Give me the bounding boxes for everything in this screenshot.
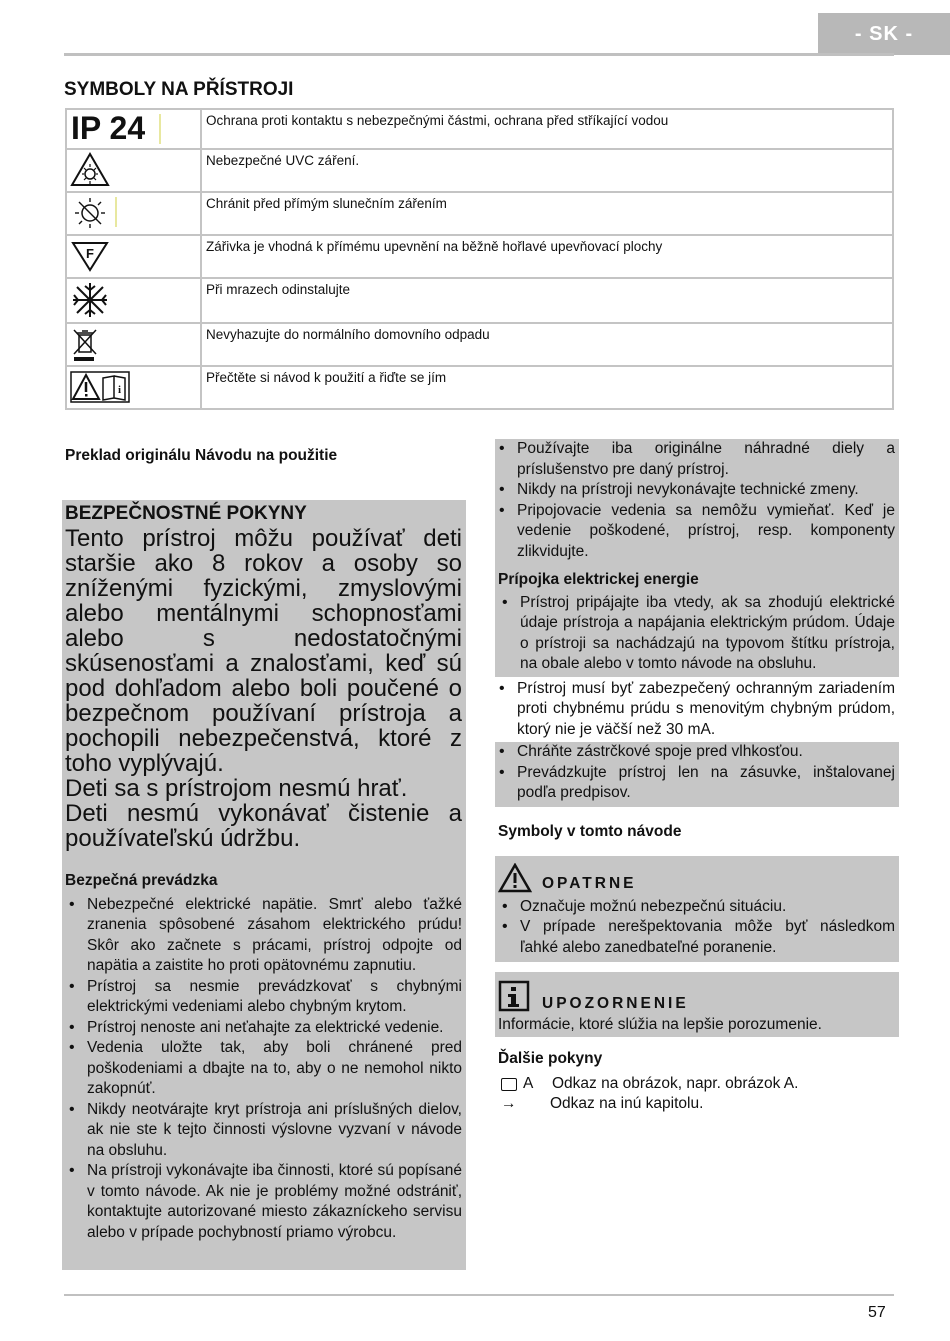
list-item: • Nikdy neotvárajte kryt prístroja ani príslušných dielov, ak nie ste k tejto činnosti výslovne vyzvaní v návode na obsluhu. <box>65 1100 462 1162</box>
symbol-row <box>66 323 893 366</box>
power-box <box>495 566 899 677</box>
list-item: • Prístroj musí byť zabezpečený ochranným zariadením proti chybnému prúdu s menovitým chybným prúdom, ktorý nie je väčší než 30 mA. <box>495 679 895 741</box>
list-item: • Na prístroji vykonávajte iba činnosti, ktoré sú popísané v tomto návode. Ak nie je problémy možné odstrániť, kontaktujte autorizované miesto zákazníckeho servisu alebo v prípade pochybností priamo výrobcu. <box>65 1161 462 1243</box>
header-rule <box>64 53 894 56</box>
list-item: • Prístroj sa nesmie prevádzkovať s chybnými elektrickými vedeniami alebo chybným krytom. <box>65 977 462 1018</box>
info-icon <box>498 980 530 1012</box>
safe-op-heading: Bezpečná prevádzka <box>65 872 218 889</box>
rcd-box <box>495 677 899 743</box>
figure-ref-text: Odkaz na obrázok, napr. obrázok A. <box>552 1074 799 1092</box>
notice-label: UPOZORNENIE <box>542 995 689 1012</box>
symbol-desc: Zářivka je vhodná k přímému upevnění na běžně hořlavé upevňovací plochy <box>201 235 893 278</box>
symbol-desc: Při mrazech odinstalujte <box>201 278 893 323</box>
footer-rule <box>64 1294 894 1296</box>
uvc-warning-icon <box>70 152 110 188</box>
safety-box <box>62 500 466 869</box>
frost-icon <box>69 281 111 319</box>
symbol-row <box>66 149 893 192</box>
symbol-desc: Nevyhazujte do normálního domovního odpadu <box>201 323 893 366</box>
ip24-label: IP 24 <box>71 110 146 146</box>
parts-box <box>495 439 899 566</box>
safe-op-list <box>65 895 462 1244</box>
power-heading: Prípojka elektrickej energie <box>498 571 699 588</box>
safety-paragraph: Tento prístroj môžu používať deti staršie ako 8 rokov a osoby so zníženými fyzickými, zmyslovými alebo mentálnymi schopnosťami alebo s nedostatočnými skúsenosťami a znalosťami, keď sú pod dohľadom alebo boli poučené o bezpečnom používaní prístroja a pochopili nebezpečenstvá, ktoré z toho vyplývajú. <box>65 525 462 777</box>
svg-text:i: i <box>117 384 122 396</box>
notice-box <box>495 972 899 1037</box>
svg-text:F: F <box>86 246 94 261</box>
read-manual-icon <box>70 369 132 405</box>
notice-text: Informácie, ktoré slúžia na lepšie porozumenie. <box>498 1015 822 1033</box>
symbols-table <box>65 108 894 410</box>
list-item: • Prístroj nenoste ani neťahajte za elektrické vedenie. <box>65 1018 462 1039</box>
list-item: • Používajte iba originálne náhradné diely a príslušenstvo pre daný prístroj. <box>495 439 895 480</box>
symbol-desc: Chránit před přímým slunečním zářením <box>201 192 893 235</box>
safety-heading: BEZPEČNOSTNÉ POKYNY <box>65 503 307 524</box>
parts-list <box>495 439 895 562</box>
warning-triangle-icon <box>498 863 532 893</box>
list-item: • Vedenia uložte tak, aby boli chránené pred poškodeniami a dbajte na to, aby o ne nemohol nikto zakopnúť. <box>65 1038 462 1100</box>
chapter-ref-row <box>495 1094 899 1115</box>
symbol-row <box>66 109 893 149</box>
page-number: 57 <box>868 1304 886 1321</box>
figure-ref-marker: A <box>523 1074 534 1092</box>
symbol-desc: Přečtěte si návod k použití a řiďte se jím <box>201 366 893 409</box>
symbol-row <box>66 235 893 278</box>
list-item: • Označuje možnú nebezpečnú situáciu. <box>498 897 895 918</box>
arrow-right-icon: → <box>501 1095 517 1112</box>
safety-paragraph: Deti sa s prístrojom nesmú hrať. <box>65 775 408 802</box>
weee-bin-icon <box>71 326 101 362</box>
list-item: • Prevádzkujte prístroj len na zásuvke, inštalovanej podľa predpisov. <box>495 763 895 804</box>
symbols-manual-heading: Symboly v tomto návode <box>498 822 682 840</box>
f-mark-icon <box>70 238 110 274</box>
symbol-row <box>66 366 893 409</box>
symbol-row <box>66 192 893 235</box>
figure-ref-icon <box>501 1078 517 1091</box>
language-label: - SK - <box>854 22 914 45</box>
safety-paragraph: Deti nesmú vykonávať čistenie a používateľskú údržbu. <box>65 800 462 852</box>
list-item: • Nikdy na prístroji nevykonávajte technické zmeny. <box>495 480 895 501</box>
symbol-row <box>66 278 893 323</box>
further-heading: Ďalšie pokyny <box>498 1050 603 1067</box>
safe-operation-box <box>62 869 466 1270</box>
caution-label: OPATRNE <box>542 875 637 892</box>
caution-box <box>495 856 899 962</box>
plug-box <box>495 742 899 807</box>
symbols-title: SYMBOLY NA PŘÍSTROJI <box>64 79 294 100</box>
list-item: • Chráňte zástrčkové spoje pred vlhkosťou. <box>495 742 895 763</box>
right-column <box>495 439 899 1115</box>
list-item: • Nebezpečné elektrické napätie. Smrť alebo ťažké zranenia spôsobené zásahom elektrického prúdu! Skôr ako začnete s prácami, prístroj odpojte od napätia a zaistite ho proti opätovnému zapnutiu. <box>65 895 462 977</box>
language-tab <box>818 13 950 55</box>
symbol-desc: Ochrana proti kontaktu s nebezpečnými částmi, ochrana před stříkající vodou <box>201 109 893 149</box>
ip24-cell <box>66 109 201 149</box>
list-item: • Pripojovacie vedenia sa nemôžu vymieňať. Keď je vedenie poškodené, prístroj, resp. komponenty zlikvidujte. <box>495 501 895 563</box>
sun-protect-icon <box>70 195 110 231</box>
list-item: • V prípade nerešpektovania môže byť následkom ľahké alebo zanedbateľné poranenie. <box>498 917 895 958</box>
symbol-desc: Nebezpečné UVC záření. <box>201 149 893 192</box>
translation-note: Preklad originálu Návodu na použitie <box>65 447 338 464</box>
figure-ref-row <box>495 1074 899 1095</box>
list-item: • Prístroj pripájajte iba vtedy, ak sa zhodujú elektrické údaje prístroja a napájania elektrickým prúdom. Údaje o prístroji sa nachádzajú na typovom štítku prístroja, na obale alebo v tomto návode na obsluhu. <box>498 593 895 675</box>
chapter-ref-text: Odkaz na inú kapitolu. <box>550 1095 704 1112</box>
